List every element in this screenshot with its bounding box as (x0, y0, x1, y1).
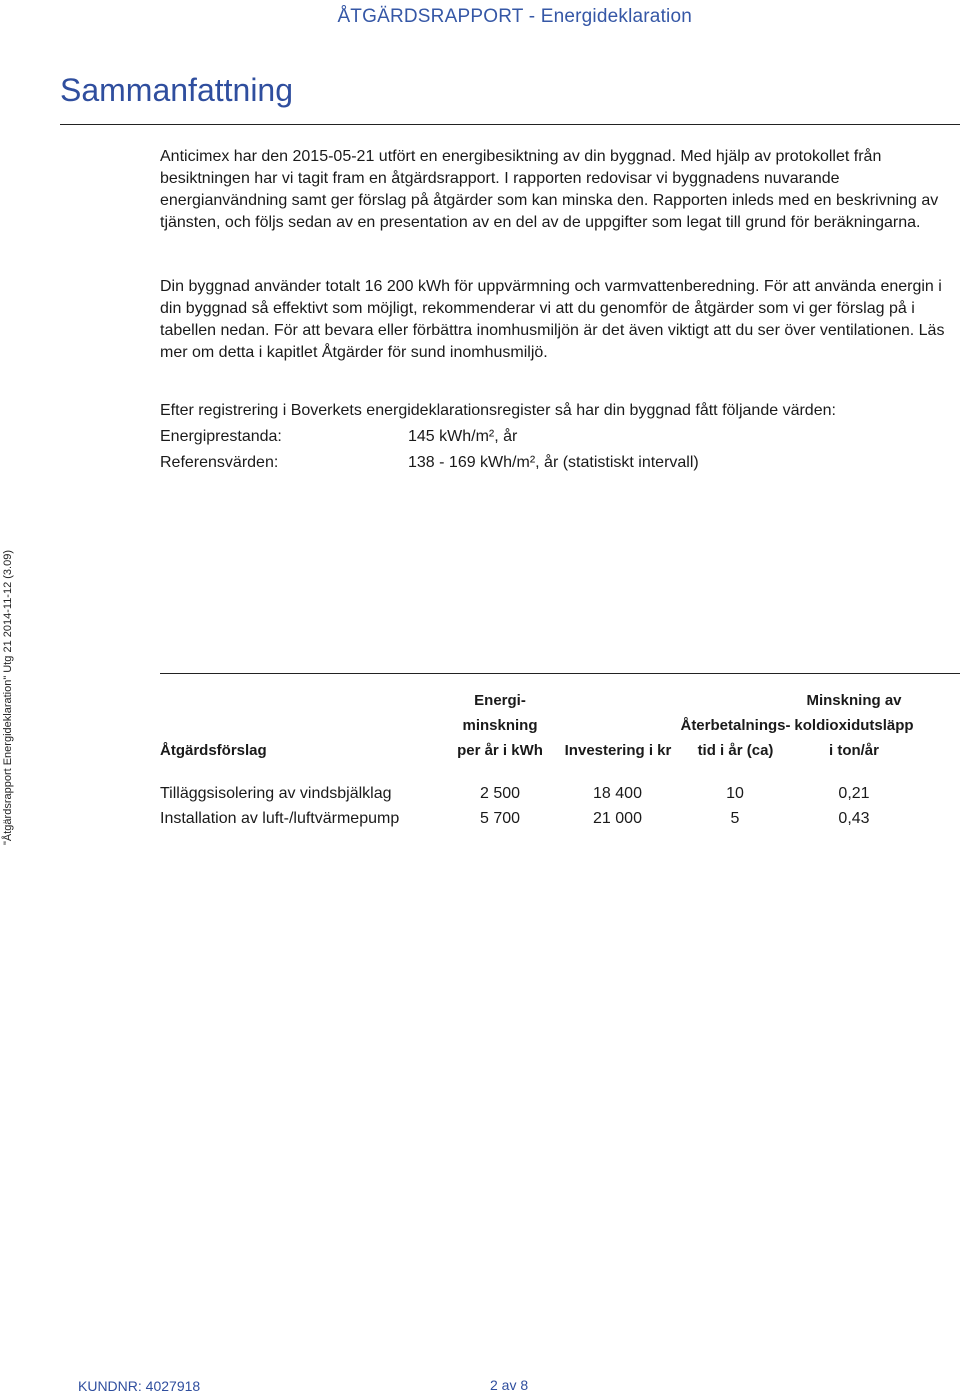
section-title: Sammanfattning (60, 72, 294, 108)
header-energiminskning (450, 688, 550, 763)
footer-page-number: 2 av 8 (490, 1377, 529, 1393)
header-koldioxid-line2: koldioxidutsläpp (794, 717, 914, 734)
row-co2: 0,21 (838, 785, 870, 802)
register-paragraph: Efter registrering i Boverkets energideklarationsregister så har din byggnad fått följande värden: (160, 402, 836, 419)
referensvarden-value: 138 - 169 kWh/m², år (statistiskt intervall) (408, 454, 699, 471)
header-koldioxid (794, 688, 914, 763)
header-koldioxid-line3: i ton/år (828, 742, 879, 759)
referensvarden-label: Referensvärden: (160, 454, 279, 471)
header-aterbetalningstid-line1: Återbetalnings- (680, 717, 791, 734)
footer-customer-number: KUNDNR: 4027918 (78, 1378, 201, 1394)
header-atgardsforslag: Åtgärdsförslag (160, 742, 267, 759)
header-energiminskning-line2: minskning (462, 717, 538, 734)
report-header-title: ÅTGÄRDSRAPPORT - Energideklaration (337, 6, 692, 27)
row-energy: 2 500 (479, 785, 521, 802)
side-version-note: "Åtgärdsrapport Energideklaration" Utg 21 2014-11-12 (3.09) (2, 549, 14, 845)
row-investment: 18 400 (593, 785, 642, 802)
row-investment: 21 000 (593, 810, 642, 827)
header-koldioxid-line1: Minskning av (806, 692, 902, 709)
header-aterbetalningstid (678, 713, 793, 763)
header-aterbetalningstid-line2: tid i år (ca) (697, 742, 774, 759)
row-payback: 10 (726, 785, 744, 802)
row-energy: 5 700 (479, 810, 521, 827)
energiprestanda-label: Energiprestanda: (160, 428, 282, 445)
header-investering: Investering i kr (564, 742, 672, 759)
row-name: Installation av luft-/luftvärmepump (160, 810, 400, 827)
row-co2: 0,43 (838, 810, 870, 827)
table-top-divider (160, 673, 960, 674)
energiprestanda-value: 145 kWh/m², år (408, 428, 518, 445)
header-energiminskning-line1: Energi- (474, 692, 526, 709)
row-payback: 5 (730, 810, 740, 827)
row-name: Tilläggsisolering av vindsbjälklag (160, 785, 392, 802)
header-energiminskning-line3: per år i kWh (457, 742, 543, 759)
intro-paragraph: Anticimex har den 2015-05-21 utfört en energibesiktning av din byggnad. Med hjälp av protokollet från besiktningen har vi tagit fram en åtgärdsrapport. I rapporten redovisar vi byggnadens nuvarande energianvändning samt ger förslag på åtgärder som kan minska den. Rapporten inleds med en beskrivning av tjänsten, och följs sedan av en presentation av en del av de uppgifter som legat till grund för beräkningarna. (160, 148, 939, 231)
energy-usage-paragraph: Din byggnad använder totalt 16 200 kWh för uppvärmning och varmvattenberedning. För att använda energin i din byggnad så effektivt som möjligt, rekommenderar vi att du genomför de åtgärder som vi ger förslag på i tabellen nedan. För att bevara eller förbättra inomhusmiljön är det även viktigt att du ser över ventilationen. Läs mer om detta i kapitlet Åtgärder för sund inomhusmiljö. (160, 278, 945, 361)
title-divider (60, 124, 960, 125)
